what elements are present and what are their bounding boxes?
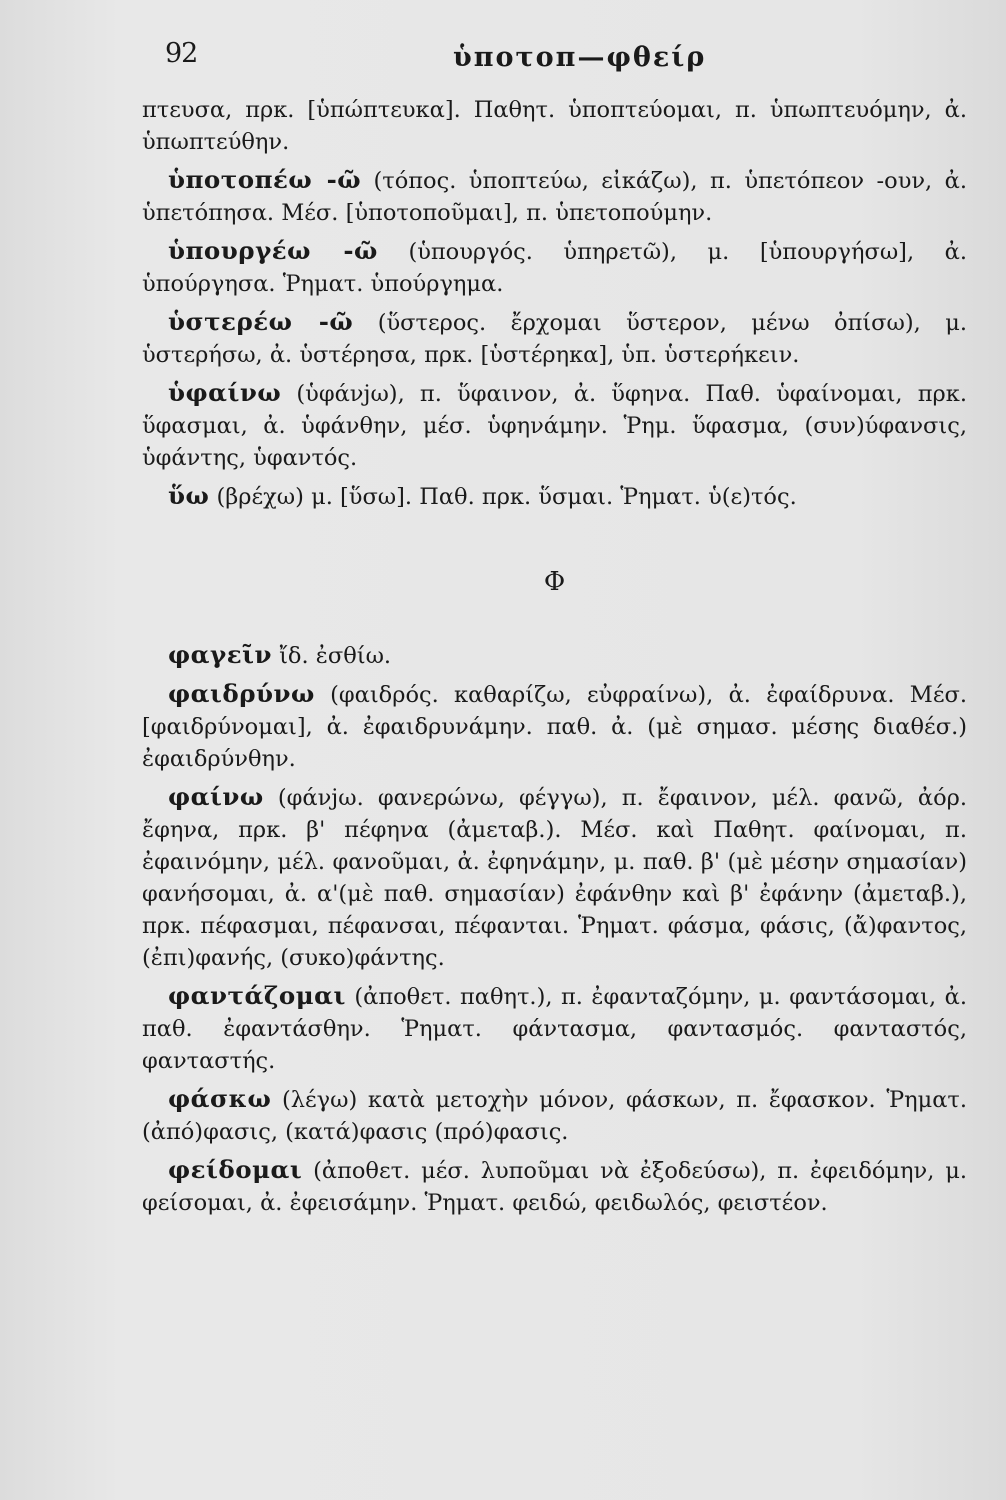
entry-text: (φάνjω. φανερώνω, φέγγω), π. ἔφαινον, μέλ. φανῶ, ἀόρ. ἔφηνα, πρκ. β' πέφηνα (ἀμεταβ.). Μέσ. καὶ Παθητ. φαίνομαι, π. ἐφαινόμην, μέλ. φανοῦμαι, ἀ. ἐφηνάμην, μ. παθ. β' (μὲ μέσην σημασίαν) φανήσομαι, ἀ. α'(μὲ παθ. σημασίαν) ἐφάνθην καὶ β' ἐφάνην (ἀμεταβ.), πρκ. πέφασμαι, πέφανσαι, πέφανται. Ῥηματ. φάσμα, φάσις, (ἄ)φαντος, (ἐπι)φανής, (συκο)φάντης. [142, 785, 968, 971]
entry-headword: φαιδρύνω [168, 679, 315, 708]
dictionary-entry [142, 235, 967, 300]
entry-headword: ὑφαίνω [168, 378, 282, 407]
entry-headword: φαντάζομαι [168, 981, 346, 1010]
entry-text: (ὑπουργός. ὑπηρετῶ), μ. [ὑπουργήσω], ἀ. ὑπούργησα. Ῥηματ. ὑπούργημα. [142, 239, 967, 297]
dictionary-entry [142, 164, 967, 229]
dictionary-entry [142, 639, 967, 672]
dictionary-entry [142, 678, 967, 775]
dictionary-entry [142, 980, 967, 1077]
entry-text: πτευσα, πρκ. [ὑπώπτευκα]. Παθητ. ὑποπτεύομαι, π. ὑπωπτευόμην, ἀ. ὑπωπτεύθην. [142, 97, 967, 155]
dictionary-entry [142, 1154, 967, 1219]
entry-text: ἴδ. ἐσθίω. [279, 643, 392, 669]
entry-text: (ἀποθετ. μέσ. λυποῦμαι νὰ ἐξοδεύσω), π. ἐφειδόμην, μ. φείσομαι, ἀ. ἐφεισάμην. Ῥηματ. φειδώ, φειδωλός, φειστέον. [142, 1158, 967, 1216]
page-number: 92 [165, 38, 198, 69]
entry-headword: φείδομαι [168, 1155, 303, 1184]
entry-headword: ὑποτοπέω -ῶ [168, 165, 362, 194]
dictionary-entry [142, 480, 967, 513]
dictionary-entry [142, 781, 967, 974]
dictionary-entry [142, 377, 967, 474]
entries-after-section [142, 639, 967, 1219]
entry-headword: φάσκω [168, 1084, 272, 1113]
entry-headword: ὕω [168, 481, 210, 510]
dictionary-entry [142, 306, 967, 371]
dictionary-entry [142, 1083, 967, 1148]
entry-text: (φαιδρός. καθαρίζω, εὐφραίνω), ἀ. ἐφαίδρυνα. Μέσ. [φαιδρύνομαι], ἀ. ἐφαιδρυνάμην. παθ. ἀ. (μὲ σημασ. μέσης διαθέσ.) ἐφαιδρύνθην. [142, 682, 967, 772]
section-letter: Φ [543, 567, 566, 597]
text-block [142, 94, 967, 1225]
entry-headword: ὑστερέω -ῶ [168, 307, 354, 336]
page-header [165, 38, 965, 88]
entry-text: (ὕστερος. ἔρχομαι ὕστερον, μένω ὀπίσω), μ. ὑστερήσω, ἀ. ὑστέρησα, πρκ. [ὑστέρηκα], ὑπ. ὑστερήκειν. [142, 310, 968, 368]
entry-text: (τόπος. ὑποπτεύω, εἰκάζω), π. ὑπετόπεον -ουν, ἀ. ὑπετόπησα. Μέσ. [ὑποτοποῦμαι], π. ὑπετοπούμην. [142, 168, 967, 226]
entry-text: (ἀποθετ. παθητ.), π. ἐφανταζόμην, μ. φαντάσομαι, ἀ. παθ. ἐφαντάσθην. Ῥηματ. φάντασμα, φαντασμός. φανταστός, φανταστής. [142, 984, 967, 1074]
entry-headword: φαγεῖν [168, 640, 272, 669]
dictionary-entry [142, 94, 967, 158]
entry-text: (βρέχω) μ. [ὕσω]. Παθ. πρκ. ὕσμαι. Ῥηματ. ὑ(ε)τός. [216, 484, 797, 510]
entry-text: (λέγω) κατὰ μετοχὴν μόνον, φάσκων, π. ἔφασκον. Ῥηματ. (ἀπό)φασις, (κατά)φασις (πρό)φασις. [142, 1087, 968, 1145]
entry-headword: φαίνω [168, 782, 264, 811]
entry-text: (ὑφάνjω), π. ὕφαινον, ἀ. ὕφηνα. Παθ. ὑφαίνομαι, πρκ. ὕφασμαι, ἀ. ὑφάνθην, μέσ. ὑφηνάμην. Ῥημ. ὕφασμα, (συν)ύφανσις, ὑφάντης, ὑφαντός. [142, 381, 967, 471]
entries-before-section [142, 94, 967, 513]
entry-headword: ὑπουργέω -ῶ [168, 236, 378, 265]
running-head: ὑποτοπ—φθείρ [453, 42, 707, 73]
